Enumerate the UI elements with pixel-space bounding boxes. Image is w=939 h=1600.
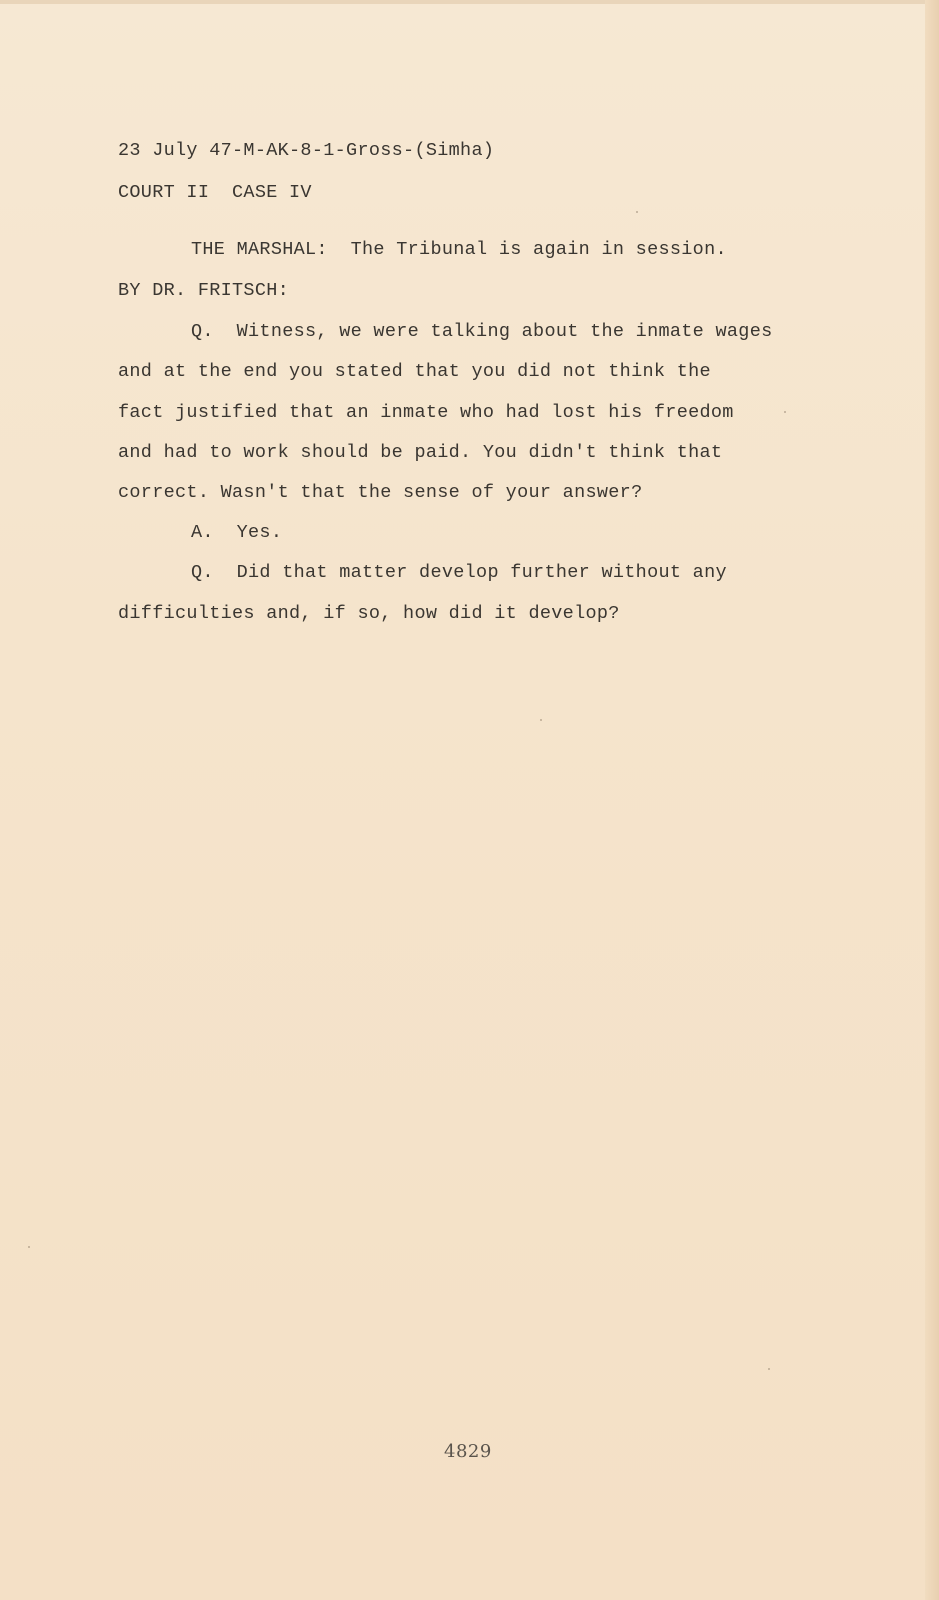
- examiner-label: BY DR. FRITSCH:: [118, 280, 290, 301]
- page-number: 4829: [444, 1441, 492, 1462]
- marshal-statement: THE MARSHAL: The Tribunal is again in session.: [191, 239, 727, 260]
- paper-right-edge: [925, 0, 939, 1600]
- paper-speck: [636, 211, 638, 213]
- question-line-5: correct. Wasn't that the sense of your answer?: [118, 482, 643, 503]
- paper-speck: [540, 719, 542, 721]
- question-line-3: fact justified that an inmate who had lost his freedom: [118, 402, 734, 423]
- question-line-1: Q. Witness, we were talking about the inmate wages: [191, 321, 773, 342]
- question-2-line-1: Q. Did that matter develop further without any: [191, 562, 727, 583]
- question-line-2: and at the end you stated that you did not think the: [118, 361, 711, 382]
- paper-speck: [784, 411, 786, 413]
- paper-speck: [28, 1246, 30, 1248]
- paper-speck: [768, 1368, 770, 1370]
- question-2-line-2: difficulties and, if so, how did it develop?: [118, 603, 620, 624]
- transcript-header-id: 23 July 47-M-AK-8-1-Gross-(Simha): [118, 140, 495, 161]
- answer-line: A. Yes.: [191, 522, 283, 543]
- paper-top-edge: [0, 0, 939, 4]
- court-case-label: COURT II CASE IV: [118, 182, 312, 203]
- question-line-4: and had to work should be paid. You didn't think that: [118, 442, 723, 463]
